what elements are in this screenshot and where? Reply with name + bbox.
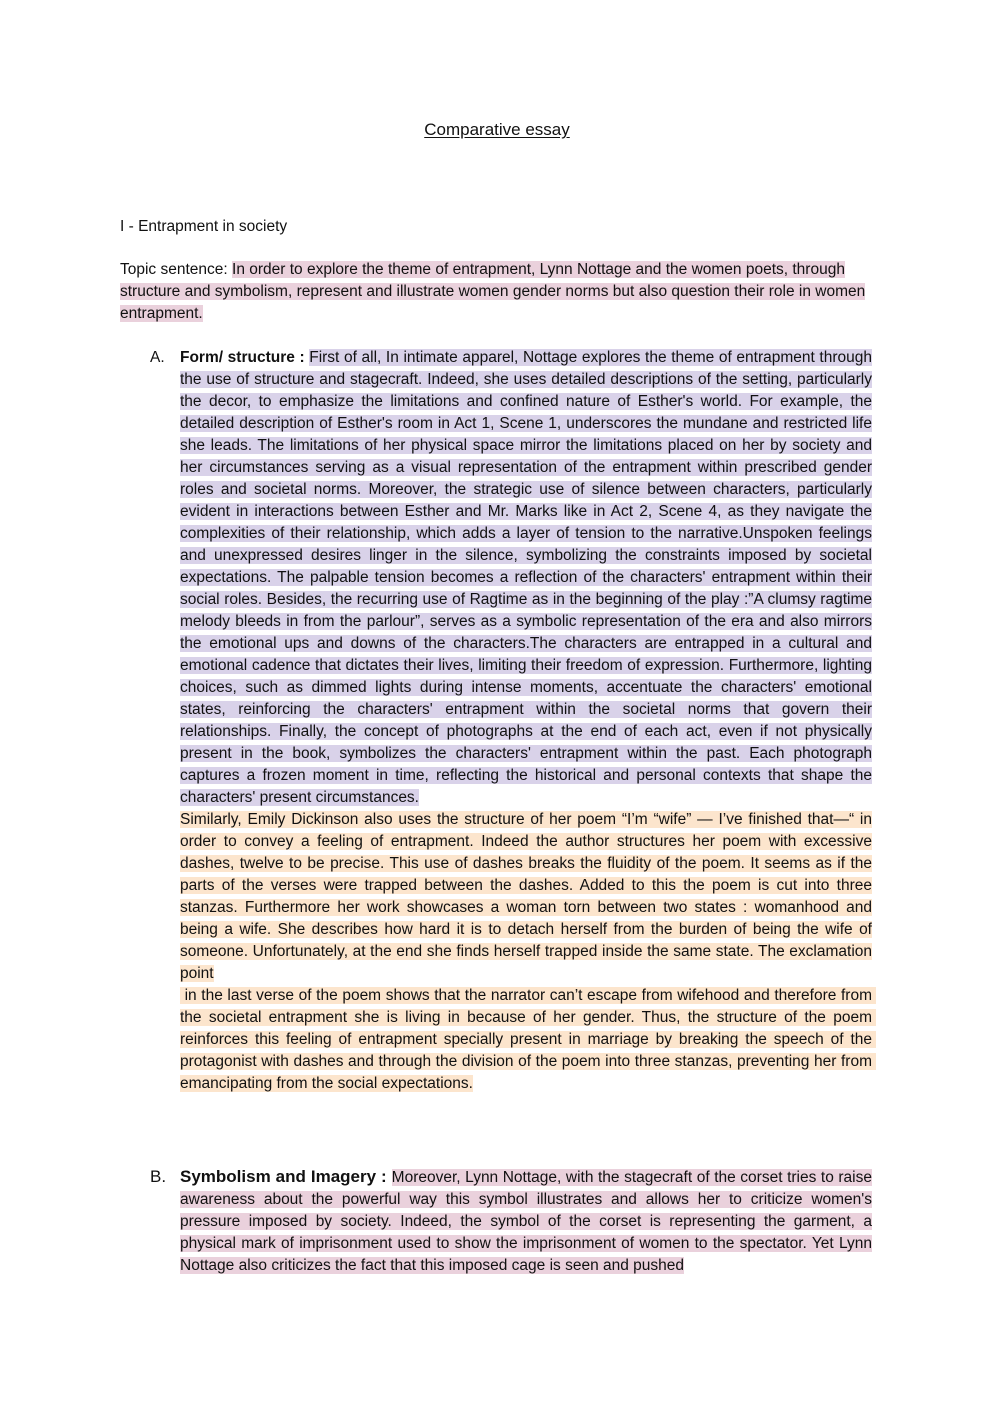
paragraph-symbolism xyxy=(180,1166,872,1277)
item-a-label: Form/ structure : xyxy=(180,349,310,366)
document-title xyxy=(0,119,994,141)
item-a-paragraph-2b: in the last verse of the poem shows that the narrator can’t escape from wifehood and therefore from the societal entrapment she is living in because of her gender. Thus, the structure of the poem reinforces this feeling of entrapment specially present in marriage by breaking the speech of the protagonist with dashes and through the division of the poem into three stanzas, preventing her from emancipating from the social expectations. xyxy=(180,987,877,1092)
topic-sentence xyxy=(120,259,880,325)
item-a-paragraph-2a: Similarly, Emily Dickinson also uses the structure of her poem “I’m “wife” — I’ve finished that—“ in order to convey a feeling of entrapment. Indeed the author structures her poem with excessive dashes, twelve to be precise. This use of dashes breaks the fluidity of the poem. It seems as if the parts of the verses were trapped between the dashes. Added to this the poem is cut into three stanzas. Furthermore her work showcases a woman torn between two states : womanhood and being a wife. She describes how hard it is to detach herself from the burden of being the wife of someone. Unfortunately, at the end she finds herself trapped inside the same state. The exclamation point xyxy=(180,811,872,982)
section-heading: I - Entrapment in society xyxy=(120,218,288,235)
list-item-b-body xyxy=(180,1166,872,1277)
paragraph-dickinson-2 xyxy=(180,985,877,1095)
paragraph-dickinson-1 xyxy=(180,809,872,985)
item-b-paragraph-1: Moreover, Lynn Nottage, with the stagecraft of the corset tries to raise awareness about the powerful way this symbol illustrates and allows her to criticize women's pressure imposed by society. Indeed, the symbol of the corset is representing the garment, a physical mark of imprisonment used to show the imprisonment of women to the spectator. Yet Lynn Nottage also criticizes the fact that this imposed cage is seen and pushed xyxy=(180,1169,872,1274)
item-a-paragraph-1: First of all, In intimate apparel, Nottage explores the theme of entrapment through the use of structure and stagecraft. Indeed, she uses detailed descriptions of the setting, particularly the decor, to emphasize the limitations and confined nature of Esther's world. For example, the detailed description of Esther's room in Act 1, Scene 1, underscores the mundane and restricted life she leads. The limitations of her physical space mirror the limitations placed on her by society and her circumstances serving as a visual representation of the entrapment within prescribed gender roles and societal norms. Moreover, the strategic use of silence between characters, particularly evident in interactions between Esther and Mr. Marks like in Act 2, Scene 4, as they navigate the complexities of their relationship, which adds a layer of tension to the narrative.Unspoken feelings and unexpressed desires linger in the silence, symbolizing the constraints imposed by societal expectations. The palpable tension becomes a reflection of the characters' entrapment within their social roles. Besides, the recurring use of Ragtime as in the beginning of the play :”A clumsy ragtime melody bleeds in from the parlour”, serves as a symbolic representation of the era and also mirrors the emotional ups and downs of the characters.The characters are entrapped in a cultural and emotional cadence that dictates their lives, limiting their freedom of expression. Furthermore, lighting choices, such as dimmed lights during intense moments, accentuate the characters' emotional states, reinforcing the characters' entrapment within the societal norms that govern their relationships. Finally, the concept of photographs at the end of each act, even if not physically present in the book, symbolizes the characters' entrapment within the past. Each photograph captures a frozen moment in time, reflecting the historical and personal contexts that shape the characters' present circumstances. xyxy=(180,349,872,806)
list-item-a-body xyxy=(180,347,877,1095)
list-marker-b: B. xyxy=(150,1167,167,1186)
paragraph-form-structure xyxy=(180,347,872,809)
document-title-text: Comparative essay xyxy=(424,120,570,139)
item-b-label: Symbolism and Imagery : xyxy=(180,1167,392,1186)
list-marker-a: A. xyxy=(150,349,165,366)
topic-label: Topic sentence: xyxy=(120,261,233,278)
topic-text: In order to explore the theme of entrapment, Lynn Nottage and the women poets, through structure and symbolism, represent and illustrate women gender norms but also question their role in women entrapment. xyxy=(120,261,866,322)
